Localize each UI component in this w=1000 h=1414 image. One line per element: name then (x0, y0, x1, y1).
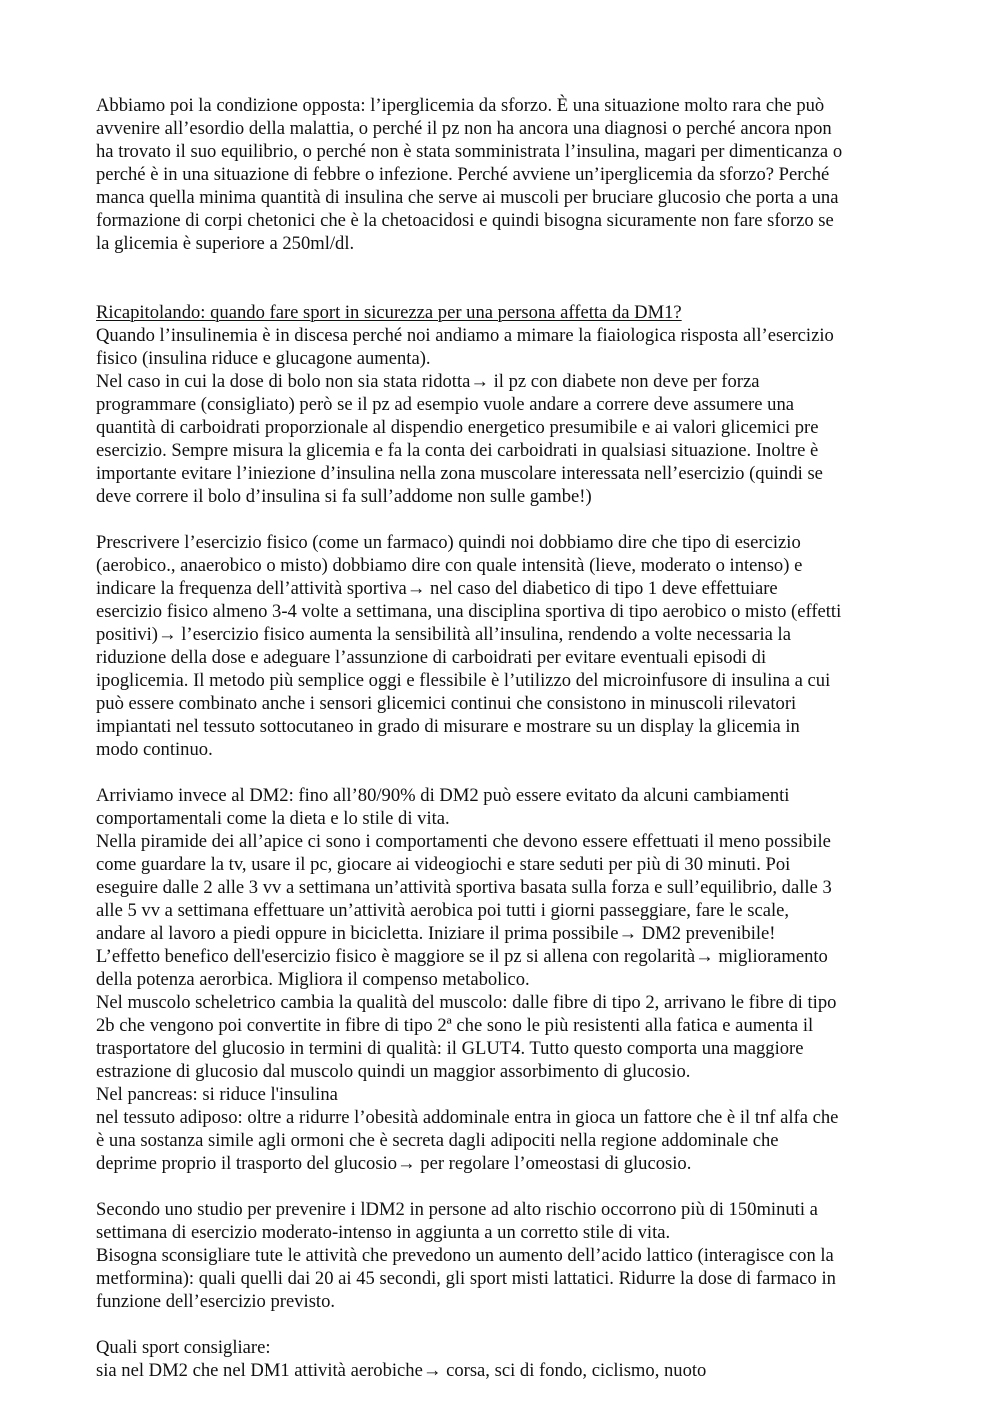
text-line: come guardare la tv, usare il pc, giocare ai videogiochi e stare seduti per più di 30 minuti. Poi (96, 854, 791, 875)
paragraph-gap (96, 508, 916, 531)
text-line: deprime proprio il trasporto del glucosio→ per regolare l’omeostasi di glucosio. (96, 1153, 692, 1174)
text-line: 2b che vengono poi convertite in fibre di tipo 2ª che sono le più resistenti alla fatica e aumenta il (96, 1015, 814, 1036)
text-line: perché è in una situazione di febbre o infezione. Perché avviene un’iperglicemia da sforzo? Perché (96, 164, 830, 185)
text-line: la glicemia è superiore a 250ml/dl. (96, 233, 355, 254)
text-line: Secondo uno studio per prevenire i lDM2 in persone ad alto rischio occorrono più di 150minuti a (96, 1199, 818, 1220)
text-line: esercizio fisico almeno 3-4 volte a settimana, una disciplina sportiva di tipo aerobico o misto (effetti (96, 601, 842, 622)
text-line: può essere combinato anche i sensori glicemici continui che consistono in minuscoli rilevatori (96, 693, 797, 714)
text-line: ipoglicemia. Il metodo più semplice oggi e flessibile è l’utilizzo del microinfusore di insulina a cui (96, 670, 831, 691)
text-line: riduzione della dose e adeguare l’assunzione di carboidrati per evitare eventuali episodi di (96, 647, 767, 668)
text-line: nel tessuto adiposo: oltre a ridurre l’obesità addominale entra in gioca un fattore che è il tnf alfa che (96, 1107, 839, 1128)
paragraph-gap (96, 1313, 916, 1336)
paragraph-dm2 (96, 784, 916, 1175)
paragraph-gap (96, 255, 916, 278)
section-heading: Ricapitolando: quando fare sport in sicurezza per una persona affetta da DM1? (96, 302, 682, 323)
paragraph-sport (96, 1336, 916, 1382)
text-line: deve correre il bolo d’insulina si fa sull’addome non sulle gambe!) (96, 486, 592, 507)
text-line: sia nel DM2 che nel DM1 attività aerobiche→ corsa, sci di fondo, ciclismo, nuoto (96, 1360, 707, 1381)
text-line: Quando l’insulinemia è in discesa perché noi andiamo a mimare la fiaiologica risposta all’esercizio (96, 325, 834, 346)
text-line: modo continuo. (96, 739, 213, 760)
text-line: Bisogna sconsigliare tute le attività che prevedono un aumento dell’acido lattico (interagisce con la (96, 1245, 834, 1266)
text-line: eseguire dalle 2 alle 3 vv a settimana un’attività sportiva basata sulla forza e sull’equilibrio, dalle 3 (96, 877, 832, 898)
text-line: positivi)→ l’esercizio fisico aumenta la sensibilità all’insulina, rendendo a volte necessaria la (96, 624, 791, 645)
text-line: fisico (insulina riduce e glucagone aumenta). (96, 348, 431, 369)
text-line: della potenza aerorbica. Migliora il compenso metabolico. (96, 969, 530, 990)
text-line: L’effetto benefico dell'esercizio fisico è maggiore se il pz si allena con regolarità→ miglioramento (96, 946, 828, 967)
text-line: formazione di corpi chetonici che è la chetoacidosi e quindi bisogna sicuramente non fare sforzo se (96, 210, 834, 231)
paragraph-gap (96, 278, 916, 301)
text-line: comportamentali come la dieta e lo stile di vita. (96, 808, 450, 829)
text-line: manca quella minima quantità di insulina che serve ai muscoli per bruciare glucosio che porta a una (96, 187, 839, 208)
text-line: Nel muscolo scheletrico cambia la qualità del muscolo: dalle fibre di tipo 2, arrivano le fibre di tipo (96, 992, 837, 1013)
text-line: Nel caso in cui la dose di bolo non sia stata ridotta→ il pz con diabete non deve per forza (96, 371, 760, 392)
text-line: trasportatore del glucosio in termini di qualità: il GLUT4. Tutto questo comporta una maggiore (96, 1038, 804, 1059)
text-line: Abbiamo poi la condizione opposta: l’iperglicemia da sforzo. È una situazione molto rara che può (96, 95, 825, 116)
text-line: è una sostanza simile agli ormoni che è secreta dagli adipociti nella regione addominale che (96, 1130, 779, 1151)
text-line: esercizio. Sempre misura la glicemia e fa la conta dei carboidrati in qualsiasi situazione. Inoltre è (96, 440, 819, 461)
paragraph-iperglicemia (96, 94, 916, 255)
text-line: Nel pancreas: si riduce l'insulina (96, 1084, 338, 1105)
text-line: alle 5 vv a settimana effettuare un’attività aerobica poi tutti i giorni passeggiare, fare le scale, (96, 900, 790, 921)
text-line: (aerobico., anaerobico o misto) dobbiamo dire con quale intensità (lieve, moderato o intenso) e (96, 555, 803, 576)
paragraph-ricapitolando (96, 301, 916, 508)
text-line: funzione dell’esercizio previsto. (96, 1291, 336, 1312)
paragraph-gap (96, 761, 916, 784)
paragraph-prescrivere (96, 531, 916, 761)
paragraph-studio (96, 1198, 916, 1313)
paragraph-gap (96, 1175, 916, 1198)
text-line: programmare (consigliato) però se il pz ad esempio vuole andare a correre deve assumere una (96, 394, 794, 415)
text-line: Arriviamo invece al DM2: fino all’80/90% di DM2 può essere evitato da alcuni cambiamenti (96, 785, 790, 806)
text-line: importante evitare l’iniezione d’insulina nella zona muscolare interessata nell’esercizio (quindi se (96, 463, 823, 484)
text-line: Prescrivere l’esercizio fisico (come un farmaco) quindi noi dobbiamo dire che tipo di esercizio (96, 532, 801, 553)
text-line: andare al lavoro a piedi oppure in bicicletta. Iniziare il prima possibile→ DM2 prevenibile! (96, 923, 776, 944)
document-page (96, 94, 916, 1382)
text-line: ha trovato il suo equilibrio, o perché non è stata somministrata l’insulina, magari per dimenticanza o (96, 141, 843, 162)
text-line: indicare la frequenza dell’attività sportiva→ nel caso del diabetico di tipo 1 deve effettuiare (96, 578, 778, 599)
text-line: settimana di esercizio moderato-intenso in aggiunta a un corretto stile di vita. (96, 1222, 671, 1243)
text-line: Nella piramide dei all’apice ci sono i comportamenti che devono essere effettuati il meno possibile (96, 831, 831, 852)
text-line: metformina): quali quelli dai 20 ai 45 secondi, gli sport misti lattatici. Ridurre la dose di farmaco in (96, 1268, 836, 1289)
text-line: quantità di carboidrati proporzionale al dispendio energetico presumibile e ai valori glicemici pre (96, 417, 819, 438)
text-line: avvenire all’esordio della malattia, o perché il pz non ha ancora una diagnosi o perché ancora npon (96, 118, 832, 139)
text-line: impiantati nel tessuto sottocutaneo in grado di misurare e mostrare su un display la glicemia in (96, 716, 800, 737)
text-line: Quali sport consigliare: (96, 1337, 271, 1358)
text-line: estrazione di glucosio dal muscolo quindi un maggior assorbimento di glucosio. (96, 1061, 691, 1082)
